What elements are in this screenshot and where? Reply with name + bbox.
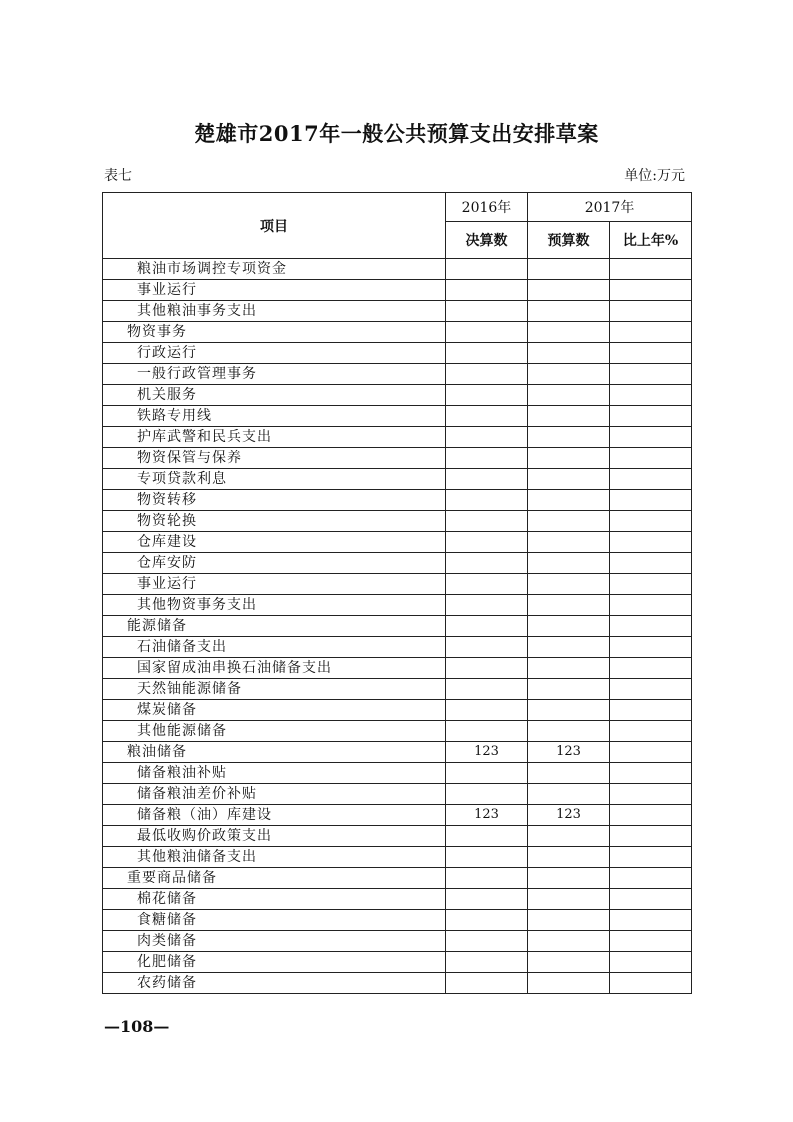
row-value-2017-budget — [528, 343, 610, 364]
row-value-2016-final — [446, 679, 528, 700]
row-value-2017-budget — [528, 406, 610, 427]
row-value-ratio — [610, 763, 692, 784]
row-value-ratio — [610, 511, 692, 532]
table-row — [103, 595, 692, 616]
row-value-2017-budget — [528, 910, 610, 931]
row-value-ratio — [610, 679, 692, 700]
table-row — [103, 805, 692, 826]
header-final-accounts: 决算数 — [446, 222, 528, 259]
row-value-2016-final — [446, 721, 528, 742]
row-item-name: 护库武警和民兵支出 — [103, 427, 446, 448]
row-value-ratio — [610, 805, 692, 826]
row-item-name: 肉类储备 — [103, 931, 446, 952]
table-row — [103, 784, 692, 805]
row-value-ratio — [610, 259, 692, 280]
row-value-ratio — [610, 931, 692, 952]
row-value-2016-final — [446, 931, 528, 952]
row-value-2016-final — [446, 973, 528, 994]
table-row — [103, 847, 692, 868]
table-row — [103, 889, 692, 910]
row-value-ratio — [610, 742, 692, 763]
row-value-2016-final — [446, 280, 528, 301]
table-row — [103, 427, 692, 448]
row-value-2016-final — [446, 595, 528, 616]
row-value-2017-budget — [528, 553, 610, 574]
row-value-2017-budget — [528, 280, 610, 301]
row-value-ratio — [610, 427, 692, 448]
table-row — [103, 679, 692, 700]
row-value-2017-budget — [528, 868, 610, 889]
row-value-ratio — [610, 280, 692, 301]
table-row — [103, 721, 692, 742]
row-item-name: 国家留成油串换石油储备支出 — [103, 658, 446, 679]
row-value-2017-budget — [528, 301, 610, 322]
row-value-2016-final — [446, 658, 528, 679]
row-value-2017-budget — [528, 763, 610, 784]
table-row — [103, 343, 692, 364]
row-value-2017-budget — [528, 679, 610, 700]
table-row — [103, 511, 692, 532]
row-value-2017-budget — [528, 973, 610, 994]
row-item-name: 储备粮油补贴 — [103, 763, 446, 784]
table-row — [103, 742, 692, 763]
row-value-2016-final — [446, 343, 528, 364]
row-value-2016-final — [446, 763, 528, 784]
table-label: 表七 — [104, 168, 132, 184]
row-item-name: 储备粮油差价补贴 — [103, 784, 446, 805]
row-value-2017-budget — [528, 469, 610, 490]
row-item-name: 事业运行 — [103, 574, 446, 595]
header-item: 项目 — [103, 193, 446, 259]
row-value-2016-final — [446, 952, 528, 973]
row-value-ratio — [610, 973, 692, 994]
table-row — [103, 385, 692, 406]
table-row — [103, 868, 692, 889]
row-item-name: 机关服务 — [103, 385, 446, 406]
row-value-2016-final: 123 — [446, 805, 528, 826]
row-value-2017-budget — [528, 574, 610, 595]
row-value-2017-budget — [528, 658, 610, 679]
row-item-name: 行政运行 — [103, 343, 446, 364]
row-value-ratio — [610, 784, 692, 805]
row-value-ratio — [610, 406, 692, 427]
row-item-name: 仓库安防 — [103, 553, 446, 574]
row-value-2016-final — [446, 889, 528, 910]
budget-table — [102, 192, 692, 994]
row-value-2017-budget: 123 — [528, 742, 610, 763]
row-item-name: 粮油市场调控专项资金 — [103, 259, 446, 280]
row-value-ratio — [610, 553, 692, 574]
row-value-2017-budget — [528, 847, 610, 868]
row-item-name: 棉花储备 — [103, 889, 446, 910]
table-row — [103, 406, 692, 427]
row-value-ratio — [610, 658, 692, 679]
table-row — [103, 931, 692, 952]
row-value-ratio — [610, 826, 692, 847]
row-value-ratio — [610, 343, 692, 364]
row-value-2017-budget — [528, 637, 610, 658]
table-row — [103, 616, 692, 637]
row-item-name: 物资事务 — [103, 322, 446, 343]
row-value-2016-final — [446, 385, 528, 406]
table-row — [103, 469, 692, 490]
row-value-2017-budget — [528, 448, 610, 469]
row-value-ratio — [610, 301, 692, 322]
row-item-name: 重要商品储备 — [103, 868, 446, 889]
row-item-name: 铁路专用线 — [103, 406, 446, 427]
row-item-name: 物资轮换 — [103, 511, 446, 532]
row-value-ratio — [610, 910, 692, 931]
row-value-2017-budget — [528, 616, 610, 637]
row-value-2016-final — [446, 553, 528, 574]
table-row — [103, 448, 692, 469]
row-value-2016-final — [446, 301, 528, 322]
row-item-name: 仓库建设 — [103, 532, 446, 553]
row-value-2016-final — [446, 406, 528, 427]
header-year-2016: 2016年 — [446, 193, 528, 222]
table-row — [103, 532, 692, 553]
table-row — [103, 301, 692, 322]
row-value-2016-final: 123 — [446, 742, 528, 763]
row-value-2016-final — [446, 784, 528, 805]
row-item-name: 其他粮油储备支出 — [103, 847, 446, 868]
row-item-name: 其他物资事务支出 — [103, 595, 446, 616]
row-value-ratio — [610, 532, 692, 553]
row-value-ratio — [610, 595, 692, 616]
row-value-ratio — [610, 448, 692, 469]
table-row — [103, 637, 692, 658]
row-value-2017-budget — [528, 427, 610, 448]
table-row — [103, 280, 692, 301]
table-row — [103, 322, 692, 343]
row-value-2017-budget — [528, 952, 610, 973]
row-value-2016-final — [446, 364, 528, 385]
table-row — [103, 259, 692, 280]
header-budget: 预算数 — [528, 222, 610, 259]
table-row — [103, 553, 692, 574]
row-value-2016-final — [446, 868, 528, 889]
table-row — [103, 658, 692, 679]
row-value-2016-final — [446, 511, 528, 532]
table-row — [103, 910, 692, 931]
row-value-2017-budget: 123 — [528, 805, 610, 826]
row-item-name: 事业运行 — [103, 280, 446, 301]
row-value-2017-budget — [528, 700, 610, 721]
row-value-2017-budget — [528, 259, 610, 280]
row-value-2017-budget — [528, 784, 610, 805]
row-item-name: 煤炭储备 — [103, 700, 446, 721]
row-value-2017-budget — [528, 595, 610, 616]
table-row — [103, 763, 692, 784]
row-item-name: 化肥储备 — [103, 952, 446, 973]
row-item-name: 物资转移 — [103, 490, 446, 511]
row-item-name: 其他粮油事务支出 — [103, 301, 446, 322]
row-value-2017-budget — [528, 322, 610, 343]
row-value-2016-final — [446, 637, 528, 658]
row-item-name: 农药储备 — [103, 973, 446, 994]
row-item-name: 石油储备支出 — [103, 637, 446, 658]
row-value-ratio — [610, 616, 692, 637]
row-value-2016-final — [446, 826, 528, 847]
row-value-2017-budget — [528, 511, 610, 532]
row-value-2017-budget — [528, 721, 610, 742]
row-value-2017-budget — [528, 826, 610, 847]
table-row — [103, 826, 692, 847]
row-value-ratio — [610, 868, 692, 889]
row-value-ratio — [610, 637, 692, 658]
row-value-ratio — [610, 700, 692, 721]
row-item-name: 储备粮（油）库建设 — [103, 805, 446, 826]
table-row — [103, 952, 692, 973]
table-row — [103, 574, 692, 595]
row-item-name: 专项贷款利息 — [103, 469, 446, 490]
row-value-2016-final — [446, 259, 528, 280]
unit-label: 单位:万元 — [624, 168, 685, 184]
row-value-ratio — [610, 469, 692, 490]
row-value-2016-final — [446, 574, 528, 595]
row-value-2017-budget — [528, 532, 610, 553]
row-item-name: 物资保管与保养 — [103, 448, 446, 469]
page-number: —108— — [104, 1017, 170, 1036]
row-value-ratio — [610, 847, 692, 868]
row-value-2016-final — [446, 910, 528, 931]
header-ratio: 比上年% — [610, 222, 692, 259]
header-year-2017: 2017年 — [528, 193, 692, 222]
row-value-2016-final — [446, 448, 528, 469]
document-title: 楚雄市2017年一般公共预算支出安排草案 — [194, 121, 599, 146]
row-value-2017-budget — [528, 490, 610, 511]
row-value-2016-final — [446, 322, 528, 343]
row-value-2017-budget — [528, 364, 610, 385]
row-value-2016-final — [446, 490, 528, 511]
row-value-ratio — [610, 490, 692, 511]
row-value-2016-final — [446, 847, 528, 868]
table-row — [103, 700, 692, 721]
row-value-2017-budget — [528, 931, 610, 952]
row-value-2017-budget — [528, 889, 610, 910]
row-value-ratio — [610, 952, 692, 973]
row-item-name: 食糖储备 — [103, 910, 446, 931]
table-row — [103, 490, 692, 511]
row-item-name: 最低收购价政策支出 — [103, 826, 446, 847]
row-value-ratio — [610, 889, 692, 910]
row-item-name: 能源储备 — [103, 616, 446, 637]
table-body — [103, 259, 692, 994]
row-value-ratio — [610, 721, 692, 742]
row-item-name: 粮油储备 — [103, 742, 446, 763]
table-row — [103, 973, 692, 994]
row-value-2016-final — [446, 427, 528, 448]
table-row — [103, 364, 692, 385]
row-item-name: 其他能源储备 — [103, 721, 446, 742]
row-value-ratio — [610, 574, 692, 595]
row-value-2016-final — [446, 616, 528, 637]
row-value-2016-final — [446, 469, 528, 490]
row-value-ratio — [610, 322, 692, 343]
row-value-2016-final — [446, 700, 528, 721]
row-value-2016-final — [446, 532, 528, 553]
row-value-ratio — [610, 364, 692, 385]
row-item-name: 天然铀能源储备 — [103, 679, 446, 700]
row-value-ratio — [610, 385, 692, 406]
row-value-2017-budget — [528, 385, 610, 406]
row-item-name: 一般行政管理事务 — [103, 364, 446, 385]
